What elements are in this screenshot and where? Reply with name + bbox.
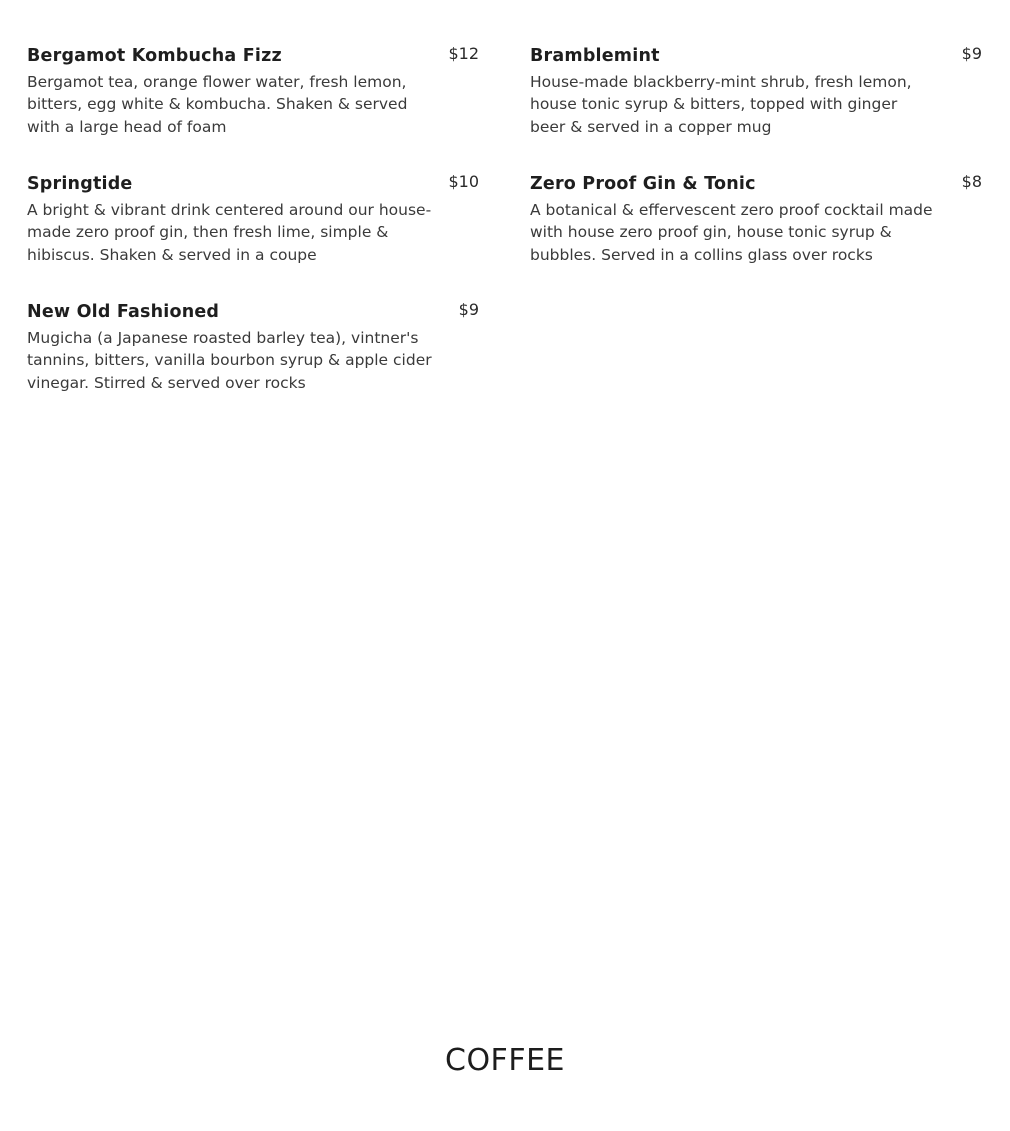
coffee-section-heading: COFFEE bbox=[445, 1043, 565, 1078]
item-description: A botanical & effervescent zero proof cocktail made with house zero proof gin, house tonic syrup & bubbles. Served in a collins glass over rocks bbox=[530, 201, 933, 264]
item-price: $9 bbox=[458, 300, 479, 319]
item-description: Mugicha (a Japanese roasted barley tea), vintner's tannins, bitters, vanilla bourbon syrup & apple cider vinegar. Stirred & served over rocks bbox=[27, 329, 432, 392]
item-name: Zero Proof Gin & Tonic bbox=[530, 174, 756, 194]
item-name: Springtide bbox=[27, 174, 133, 194]
item-name: Bergamot Kombucha Fizz bbox=[27, 46, 282, 66]
item-name: Bramblemint bbox=[530, 46, 660, 66]
item-name: New Old Fashioned bbox=[27, 302, 220, 322]
item-price: $12 bbox=[448, 44, 479, 63]
item-price: $9 bbox=[961, 44, 982, 63]
item-description: House-made blackberry-mint shrub, fresh lemon, house tonic syrup & bitters, topped with ginger beer & served in a copper mug bbox=[530, 73, 912, 136]
item-price: $8 bbox=[961, 172, 982, 191]
item-price: $10 bbox=[448, 172, 479, 191]
item-description: A bright & vibrant drink centered around our house-made zero proof gin, then fresh lime, simple & hibiscus. Shaken & served in a coupe bbox=[27, 201, 432, 264]
item-description: Bergamot tea, orange flower water, fresh lemon, bitters, egg white & kombucha. Shaken & served with a large head of foam bbox=[27, 73, 408, 136]
